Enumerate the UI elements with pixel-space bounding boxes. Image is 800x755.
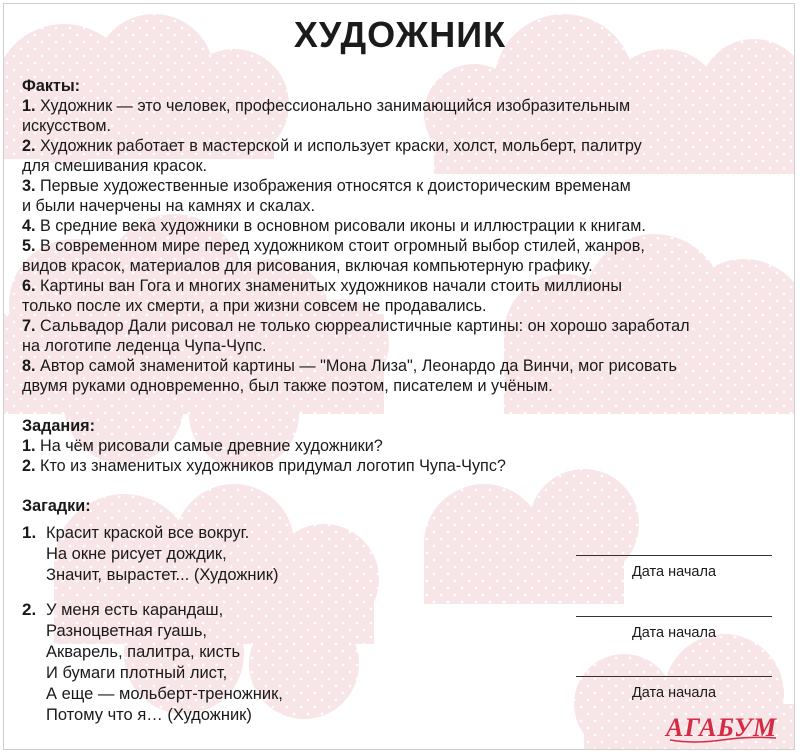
fact-text: В современном мире перед художником стоит огромный выбор стилей, жанров, — [40, 237, 645, 255]
date-field[interactable] — [576, 676, 772, 701]
fact-text: только после их смерти, а при жизни совсем не продавались. — [22, 297, 487, 315]
fact-text: Сальвадор Дали рисовал не только сюрреалистичные картины: он хорошо заработал — [40, 317, 690, 335]
fact-item — [22, 356, 782, 396]
riddle-line: У меня есть карандаш, — [46, 601, 224, 619]
task-text: На чём рисовали самые древние художники? — [40, 437, 383, 455]
date-label: Дата начала — [631, 625, 717, 641]
worksheet-content — [22, 76, 782, 516]
riddles-heading: Загадки: — [22, 497, 91, 515]
fact-text: искусством. — [22, 117, 111, 135]
fact-text: для смешивания красок. — [22, 157, 208, 175]
riddle-line: Акварель, палитра, кисть — [46, 643, 241, 661]
riddle-text — [46, 600, 283, 726]
riddle-text — [46, 523, 278, 586]
fact-number: 1. — [22, 97, 36, 115]
date-field[interactable] — [576, 555, 772, 580]
fact-text: двумя руками одновременно, был также поэтом, писателем и учёным. — [22, 377, 553, 395]
fact-item — [22, 236, 782, 276]
fact-item — [22, 176, 782, 216]
riddle-line: На окне рисует дождик, — [46, 545, 227, 563]
riddle-number: 2. — [22, 600, 37, 619]
fact-text: В средние века художники в основном рисовали иконы и иллюстрации к книгам. — [40, 217, 646, 235]
fact-item — [22, 316, 782, 356]
riddle-line: Потому что я… (Художник) — [46, 706, 252, 724]
fact-number: 4. — [22, 217, 36, 235]
facts-heading: Факты: — [22, 77, 81, 95]
task-number: 1. — [22, 437, 36, 455]
tasks-heading: Задания: — [22, 417, 95, 435]
facts-list — [22, 96, 782, 396]
page-title: ХУДОЖНИК — [293, 14, 507, 55]
fact-text: Автор самой знаменитой картины — "Мона Лиза", Леонардо да Винчи, мог рисовать — [40, 357, 677, 375]
worksheet-page — [3, 3, 795, 750]
riddle-line: А еще — мольберт-треножник, — [46, 685, 283, 703]
riddle-line: И бумаги плотный лист, — [46, 664, 228, 682]
date-input-line[interactable] — [576, 616, 772, 617]
fact-item — [22, 136, 782, 176]
fact-number: 2. — [22, 137, 36, 155]
fact-item — [22, 216, 782, 236]
date-label: Дата начала — [631, 685, 717, 701]
date-input-line[interactable] — [576, 555, 772, 556]
task-item — [22, 456, 782, 476]
riddle-line: Значит, вырастет... (Художник) — [46, 566, 279, 584]
fact-item — [22, 276, 782, 316]
riddle-line: Красит краской все вокруг. — [46, 524, 250, 542]
fact-text: на логотипе леденца Чупа-Чупс. — [22, 337, 267, 355]
fact-number: 5. — [22, 237, 36, 255]
fact-number: 8. — [22, 357, 36, 375]
fact-text: Картины ван Гога и многих знаменитых художников начали стоить миллионы — [40, 277, 622, 295]
logo-text: АГАБУМ — [666, 713, 778, 742]
task-text: Кто из знаменитых художников придумал логотип Чупа-Чупс? — [40, 457, 506, 475]
agabum-logo — [664, 704, 784, 746]
fact-text: Художник — это человек, профессионально занимающийся изобразительным — [40, 97, 631, 115]
fact-text: Художник работает в мастерской и использует краски, холст, мольберт, палитру — [40, 137, 642, 155]
fact-text: Первые художественные изображения относятся к доисторическим временам — [40, 177, 631, 195]
riddle-line: Разноцветная гуашь, — [46, 622, 208, 640]
fact-text: видов красок, материалов для рисования, включая компьютерную графику. — [22, 257, 593, 275]
fact-item — [22, 96, 782, 136]
date-label: Дата начала — [631, 564, 717, 580]
task-number: 2. — [22, 457, 36, 475]
date-field[interactable] — [576, 616, 772, 641]
fact-number: 7. — [22, 317, 36, 335]
fact-text: и были начерчены на камнях и скалах. — [22, 197, 316, 215]
fact-number: 6. — [22, 277, 36, 295]
task-item — [22, 436, 782, 456]
date-input-line[interactable] — [576, 676, 772, 677]
riddle-number: 1. — [22, 523, 37, 542]
fact-number: 3. — [22, 177, 36, 195]
